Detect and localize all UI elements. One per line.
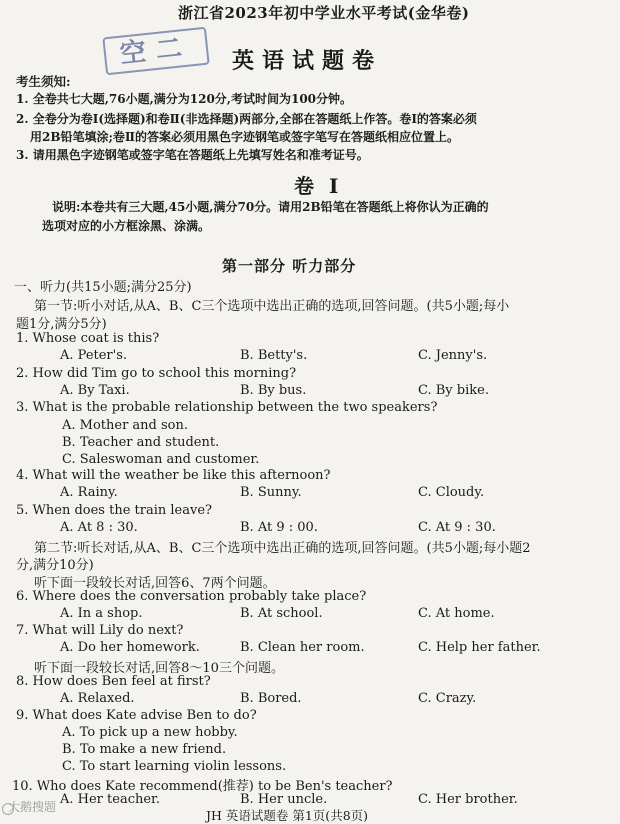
- option-4b: B. Sunny.: [240, 485, 302, 500]
- volume-instruction-cont: 选项对应的小方框涂黑、涂满。: [42, 219, 211, 233]
- option-7b: B. Clean her room.: [240, 640, 365, 655]
- subject-title: 英语试题卷: [232, 48, 383, 74]
- section2-note-2: 听下面一段较长对话,回答8～10三个问题。: [34, 661, 284, 676]
- option-9c: C. To start learning violin lessons.: [62, 759, 287, 774]
- option-5a: A. At 8 : 30.: [60, 520, 138, 535]
- section1-instruction-cont: 题1分,满分5分): [16, 317, 107, 332]
- watermark: 大鹅搜题: [8, 800, 57, 814]
- option-6b: B. At school.: [240, 606, 323, 621]
- notice-item-2: 2. 全卷分为卷Ⅰ(选择题)和卷Ⅱ(非选择题)两部分,全部在答题纸上作答。卷Ⅰ的答案必须: [16, 112, 477, 126]
- option-2c: C. By bike.: [418, 383, 489, 398]
- stamp: 空二: [102, 27, 209, 76]
- option-3c: C. Saleswoman and customer.: [62, 452, 260, 467]
- option-1a: A. Peter's.: [60, 348, 128, 363]
- section2-instruction: 第二节:听长对话,从A、B、C三个选项中选出正确的选项,回答问题。(共5小题;每小题2: [34, 541, 531, 556]
- option-8a: A. Relaxed.: [60, 691, 135, 706]
- notice-item-1: 1. 全卷共七大题,76小题,满分为120分,考试时间为100分钟。: [16, 92, 353, 106]
- option-10a: A. Her teacher.: [60, 792, 160, 807]
- option-8b: B. Bored.: [240, 691, 302, 706]
- option-9b: B. To make a new friend.: [62, 742, 227, 757]
- part-title: 第一部分 听力部分: [222, 257, 357, 275]
- option-5b: B. At 9 : 00.: [240, 520, 318, 535]
- question-6: 6. Where does the conversation probably take place?: [16, 589, 367, 604]
- option-1b: B. Betty's.: [240, 348, 308, 363]
- option-9a: A. To pick up a new hobby.: [62, 725, 238, 740]
- exam-title: 浙江省2023年初中学业水平考试(金华卷): [178, 4, 470, 22]
- notice-item-3: 3. 请用黑色字迹钢笔或签字笔在答题纸上先填写姓名和准考证号。: [16, 148, 369, 162]
- option-7a: A. Do her homework.: [60, 640, 200, 655]
- question-2: 2. How did Tim go to school this morning?: [16, 366, 297, 381]
- option-6a: A. In a shop.: [60, 606, 143, 621]
- option-7c: C. Help her father.: [418, 640, 541, 655]
- option-10b: B. Her uncle.: [240, 792, 328, 807]
- option-2b: B. By bus.: [240, 383, 307, 398]
- question-7: 7. What will Lily do next?: [16, 623, 184, 638]
- page-footer: JH 英语试题卷 第1页(共8页): [206, 808, 369, 823]
- option-2a: A. By Taxi.: [60, 383, 130, 398]
- option-8c: C. Crazy.: [418, 691, 477, 706]
- question-3: 3. What is the probable relationship between the two speakers?: [16, 400, 438, 415]
- question-1: 1. Whose coat is this?: [16, 331, 160, 346]
- volume-title: 卷 Ⅰ: [294, 174, 343, 198]
- volume-instruction: 说明:本卷共有三大题,45小题,满分70分。请用2B铅笔在答题纸上将你认为正确的: [52, 200, 489, 214]
- question-5: 5. When does the train leave?: [16, 503, 212, 518]
- question-10: 10. Who does Kate recommend(推荐) to be Ben's teacher?: [12, 779, 393, 794]
- option-4a: A. Rainy.: [60, 485, 118, 500]
- option-5c: C. At 9 : 30.: [418, 520, 496, 535]
- section-heading: 一、听力(共15小题;满分25分): [14, 280, 192, 295]
- option-10c: C. Her brother.: [418, 792, 518, 807]
- notice-item-2-cont: 用2B铅笔填涂;卷Ⅱ的答案必须用黑色字迹钢笔或签字笔写在答题纸相应位置上。: [30, 130, 460, 144]
- option-3b: B. Teacher and student.: [62, 435, 220, 450]
- section2-instruction-cont: 分,满分10分): [16, 558, 94, 573]
- option-1c: C. Jenny's.: [418, 348, 488, 363]
- notice-label: 考生须知:: [16, 74, 71, 89]
- question-9: 9. What does Kate advise Ben to do?: [16, 708, 257, 723]
- section2-note-1: 听下面一段较长对话,回答6、7两个问题。: [34, 576, 276, 591]
- option-4c: C. Cloudy.: [418, 485, 485, 500]
- question-4: 4. What will the weather be like this afternoon?: [16, 468, 331, 483]
- question-8: 8. How does Ben feel at first?: [16, 674, 211, 689]
- option-3a: A. Mother and son.: [62, 418, 189, 433]
- section1-instruction: 第一节:听小对话,从A、B、C三个选项中选出正确的选项,回答问题。(共5小题;每小: [34, 299, 510, 314]
- option-6c: C. At home.: [418, 606, 495, 621]
